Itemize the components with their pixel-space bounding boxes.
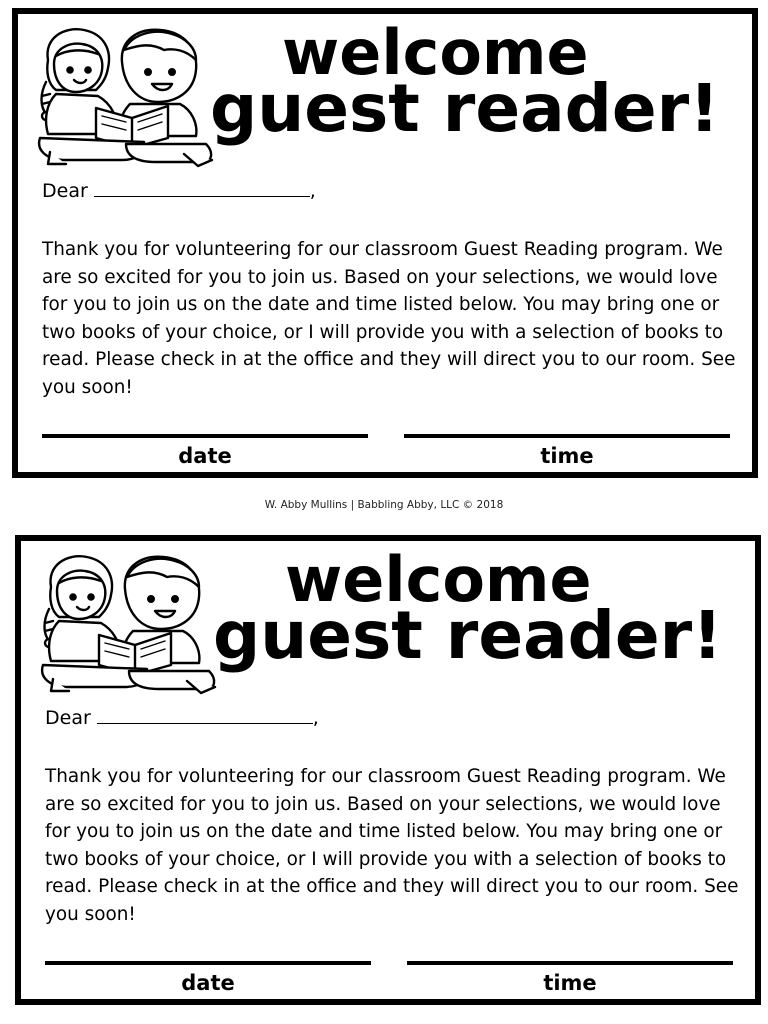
copyright-footer: W. Abby Mullins | Babbling Abby, LLC © 2018 xyxy=(264,499,504,511)
time-label: time xyxy=(540,444,594,468)
date-label: date xyxy=(178,444,232,468)
greeting-comma: , xyxy=(312,707,319,729)
greeting-comma: , xyxy=(309,180,316,202)
name-blank xyxy=(97,707,313,724)
name-blank xyxy=(94,180,310,197)
greeting-label: Dear xyxy=(45,707,91,729)
title-welcome: welcome xyxy=(282,16,589,89)
title-guest-reader: guest reader! xyxy=(213,597,723,674)
title-guest-reader: guest reader! xyxy=(210,70,720,147)
letter-body: Thank you for volunteering for our classroom Guest Reading program. We are so excited for you to join us. Based on your selections, we would love for you to join us on the date and time listed below. You may bring one or two books of your choice, or I will provide you with a selection of books to read. Please check in at the office and they will direct you to our room. See you soon! xyxy=(45,766,739,925)
date-label: date xyxy=(181,971,235,995)
time-label: time xyxy=(543,971,597,995)
greeting-line xyxy=(42,180,316,202)
greeting-label: Dear xyxy=(42,180,88,202)
guest-reader-card xyxy=(12,8,758,478)
date-line xyxy=(45,961,371,965)
greeting-line xyxy=(45,707,319,729)
title-welcome: welcome xyxy=(285,543,592,616)
two-children-reading-book-illustration xyxy=(26,20,216,168)
letter-body: Thank you for volunteering for our classroom Guest Reading program. We are so excited for you to join us. Based on your selections, we would love for you to join us on the date and time listed below. You may bring one or two books of your choice, or I will provide you with a selection of books to read. Please check in at the office and they will direct you to our room. See you soon! xyxy=(42,239,736,398)
date-line xyxy=(42,434,368,438)
guest-reader-card xyxy=(15,535,761,1005)
time-line xyxy=(404,434,730,438)
two-children-reading-book-illustration xyxy=(29,547,219,695)
time-line xyxy=(407,961,733,965)
